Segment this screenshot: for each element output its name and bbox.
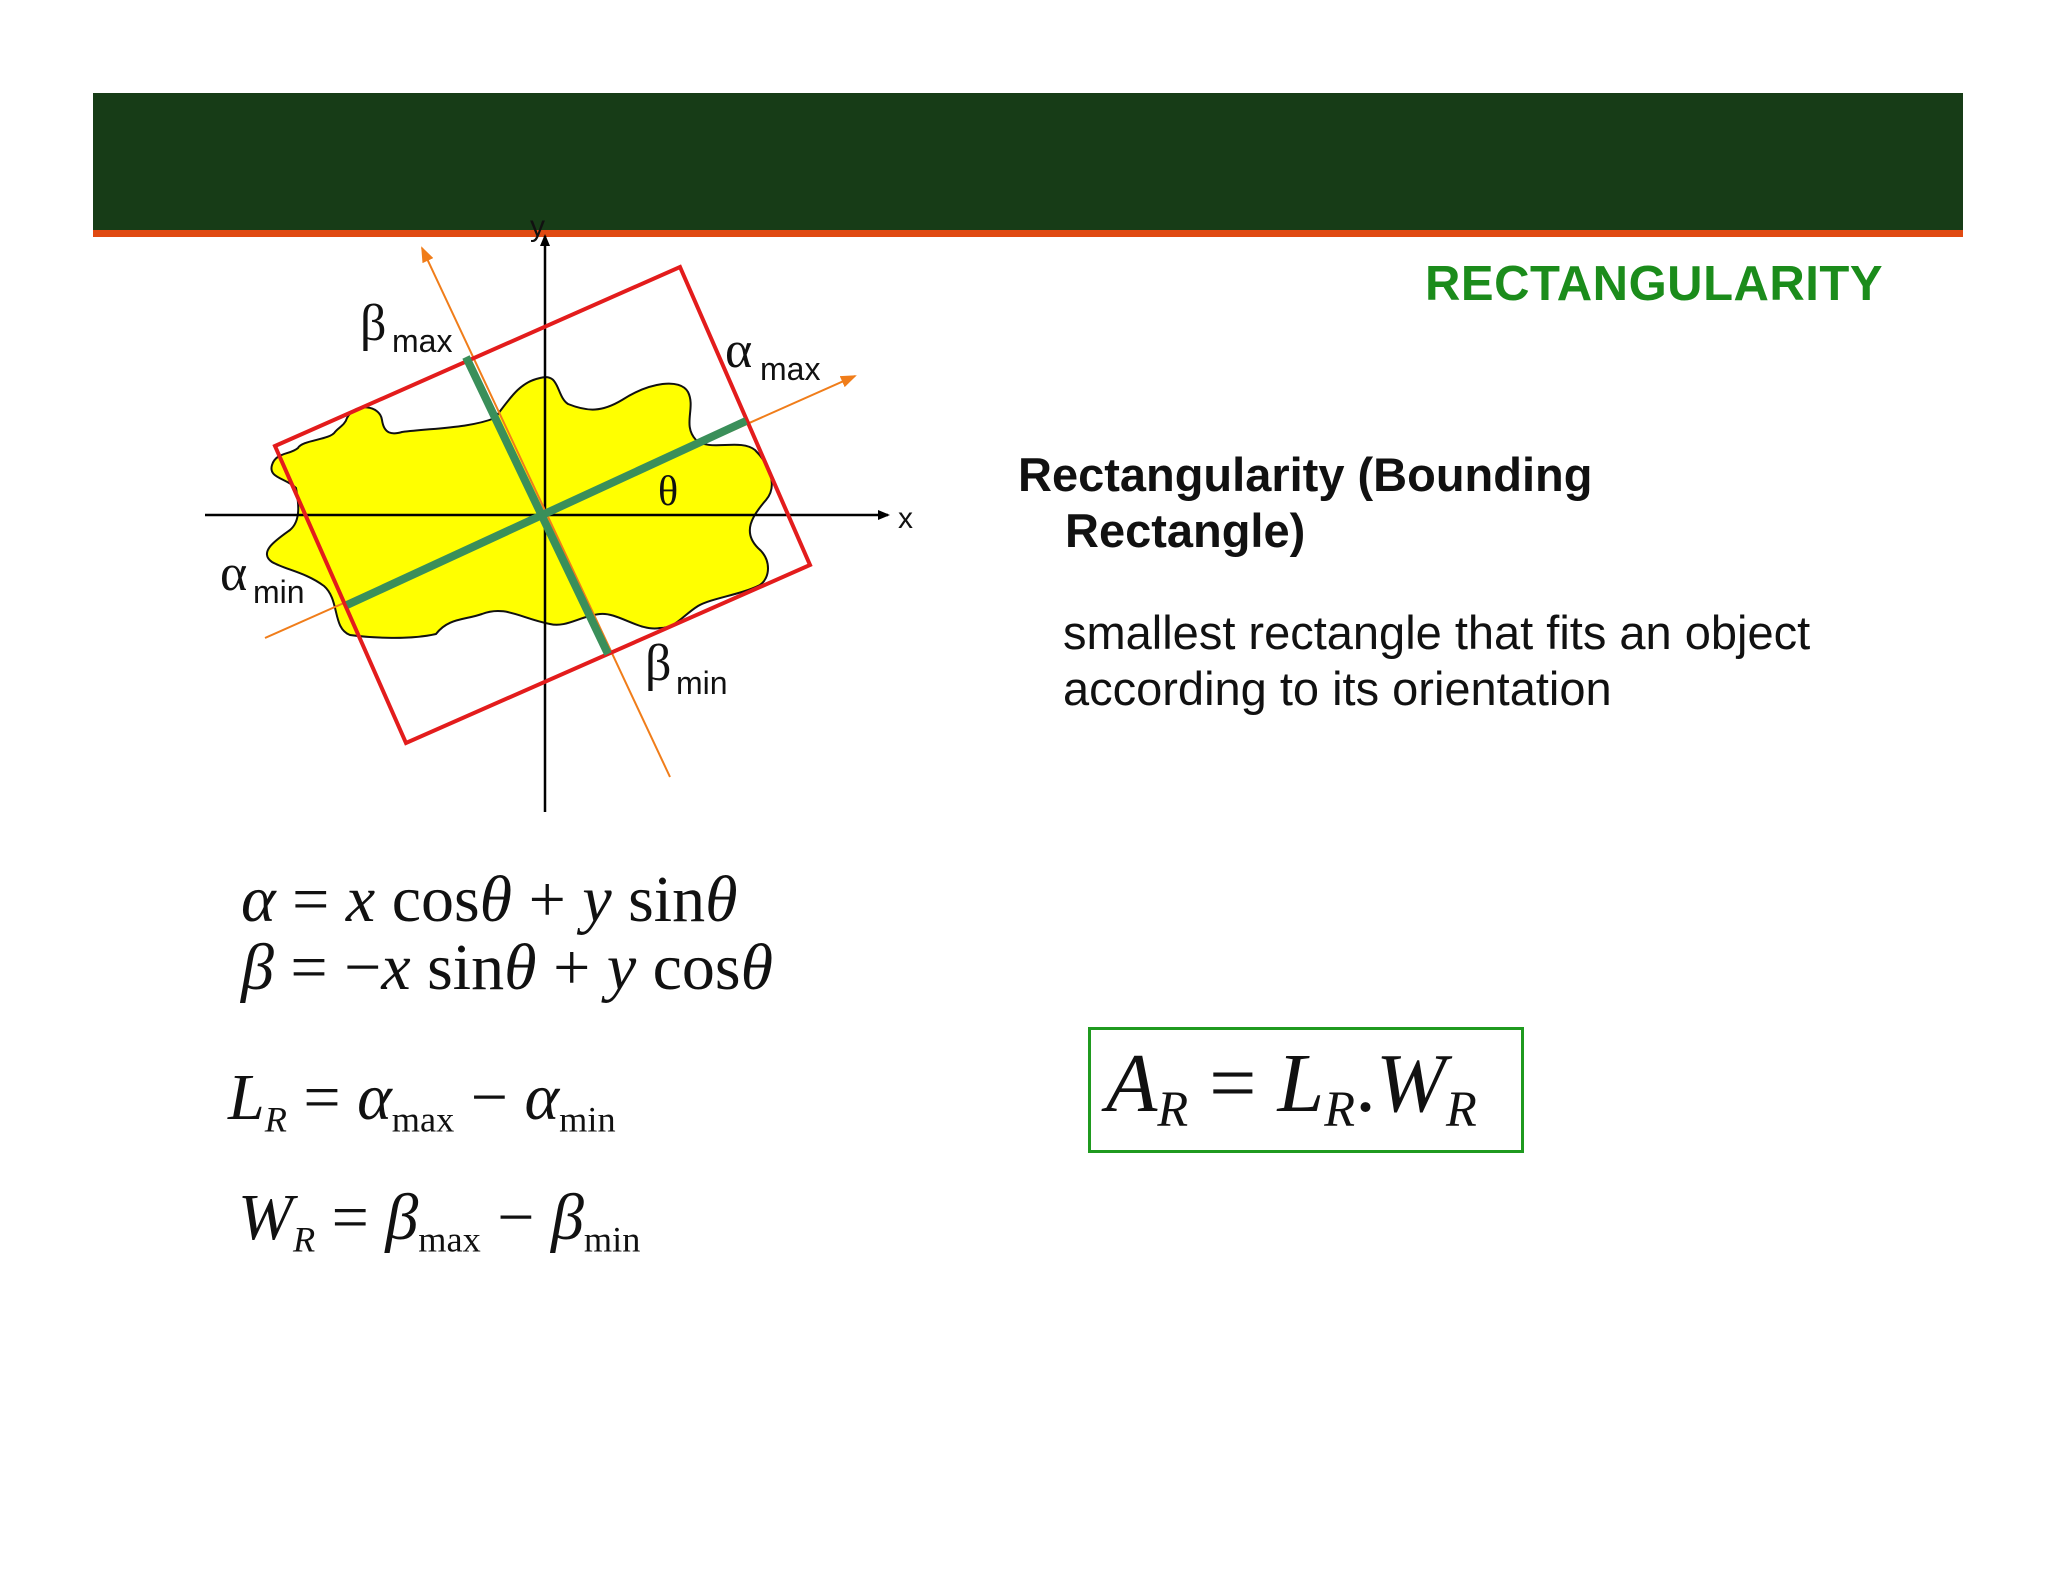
beta-max-symbol: β xyxy=(360,295,387,352)
alpha-x: x xyxy=(345,863,376,936)
area-eq: = xyxy=(1188,1037,1278,1130)
area-length: L xyxy=(1277,1037,1325,1130)
alpha-max-label xyxy=(725,322,820,387)
length-alpha-max: α xyxy=(357,1061,392,1134)
alpha-sin: sin xyxy=(628,863,706,936)
length-minus: − xyxy=(454,1061,525,1134)
width-formula xyxy=(238,1180,640,1261)
alpha-theta2: θ xyxy=(705,863,738,936)
length-alpha-max-sub: max xyxy=(391,1099,455,1140)
area-lhs-sub: R xyxy=(1157,1081,1189,1138)
beta-eq: = − xyxy=(273,931,382,1004)
alpha-formula xyxy=(241,862,738,938)
theta-label: θ xyxy=(658,469,679,515)
alpha-cos: cos xyxy=(391,863,480,936)
length-formula xyxy=(228,1060,616,1141)
area-dot: . xyxy=(1354,1037,1376,1130)
beta-max-label xyxy=(360,295,452,359)
width-lhs-sub: R xyxy=(292,1219,316,1260)
area-width-sub: R xyxy=(1445,1081,1477,1138)
beta-min-symbol: β xyxy=(645,635,672,692)
beta-theta2: θ xyxy=(740,931,774,1004)
length-alpha-min: α xyxy=(524,1061,560,1134)
beta-formula xyxy=(241,930,773,1006)
area-lhs: A xyxy=(1106,1037,1158,1130)
beta-min-sub: min xyxy=(676,665,728,701)
beta-sin: sin xyxy=(427,931,505,1004)
width-beta-max-sub: max xyxy=(418,1219,481,1260)
area-formula xyxy=(1106,1035,1477,1138)
y-axis-label: y xyxy=(530,210,545,243)
beta-x: x xyxy=(381,931,411,1004)
beta-y: y xyxy=(606,931,637,1004)
length-lhs: L xyxy=(228,1061,265,1134)
alpha-lhs: α xyxy=(241,863,276,936)
section-heading: Rectangularity (Bounding Rectangle) xyxy=(1018,448,1593,557)
area-width: W xyxy=(1375,1037,1446,1130)
width-lhs: W xyxy=(238,1181,293,1254)
beta-cos: cos xyxy=(652,931,741,1004)
alpha-min-sub: min xyxy=(253,574,305,610)
alpha-eq: = xyxy=(275,863,346,936)
width-beta-min: β xyxy=(551,1181,584,1254)
alpha-plus: + xyxy=(512,863,583,936)
beta-min-label xyxy=(645,635,728,701)
width-minus: − xyxy=(480,1181,551,1254)
beta-max-sub: max xyxy=(392,323,453,359)
alpha-max-sub: max xyxy=(760,351,821,387)
slide-title: RECTANGULARITY xyxy=(1425,257,1883,311)
section-description: smallest rectangle that fits an object according to its orientation xyxy=(1063,606,1811,715)
x-axis-label: x xyxy=(898,502,913,535)
beta-theta1: θ xyxy=(504,931,537,1004)
beta-plus: + xyxy=(536,931,607,1004)
alpha-theta1: θ xyxy=(479,863,513,936)
area-length-sub: R xyxy=(1324,1081,1355,1138)
alpha-y: y xyxy=(582,863,612,936)
width-beta-min-sub: min xyxy=(583,1219,641,1260)
length-eq: = xyxy=(286,1061,358,1134)
width-beta-max: β xyxy=(385,1181,419,1254)
length-alpha-min-sub: min xyxy=(559,1099,616,1140)
width-eq: = xyxy=(315,1181,386,1254)
alpha-max-symbol: α xyxy=(725,322,753,379)
length-lhs-sub: R xyxy=(264,1099,287,1140)
alpha-min-symbol: α xyxy=(220,545,248,602)
beta-lhs: β xyxy=(241,931,274,1004)
